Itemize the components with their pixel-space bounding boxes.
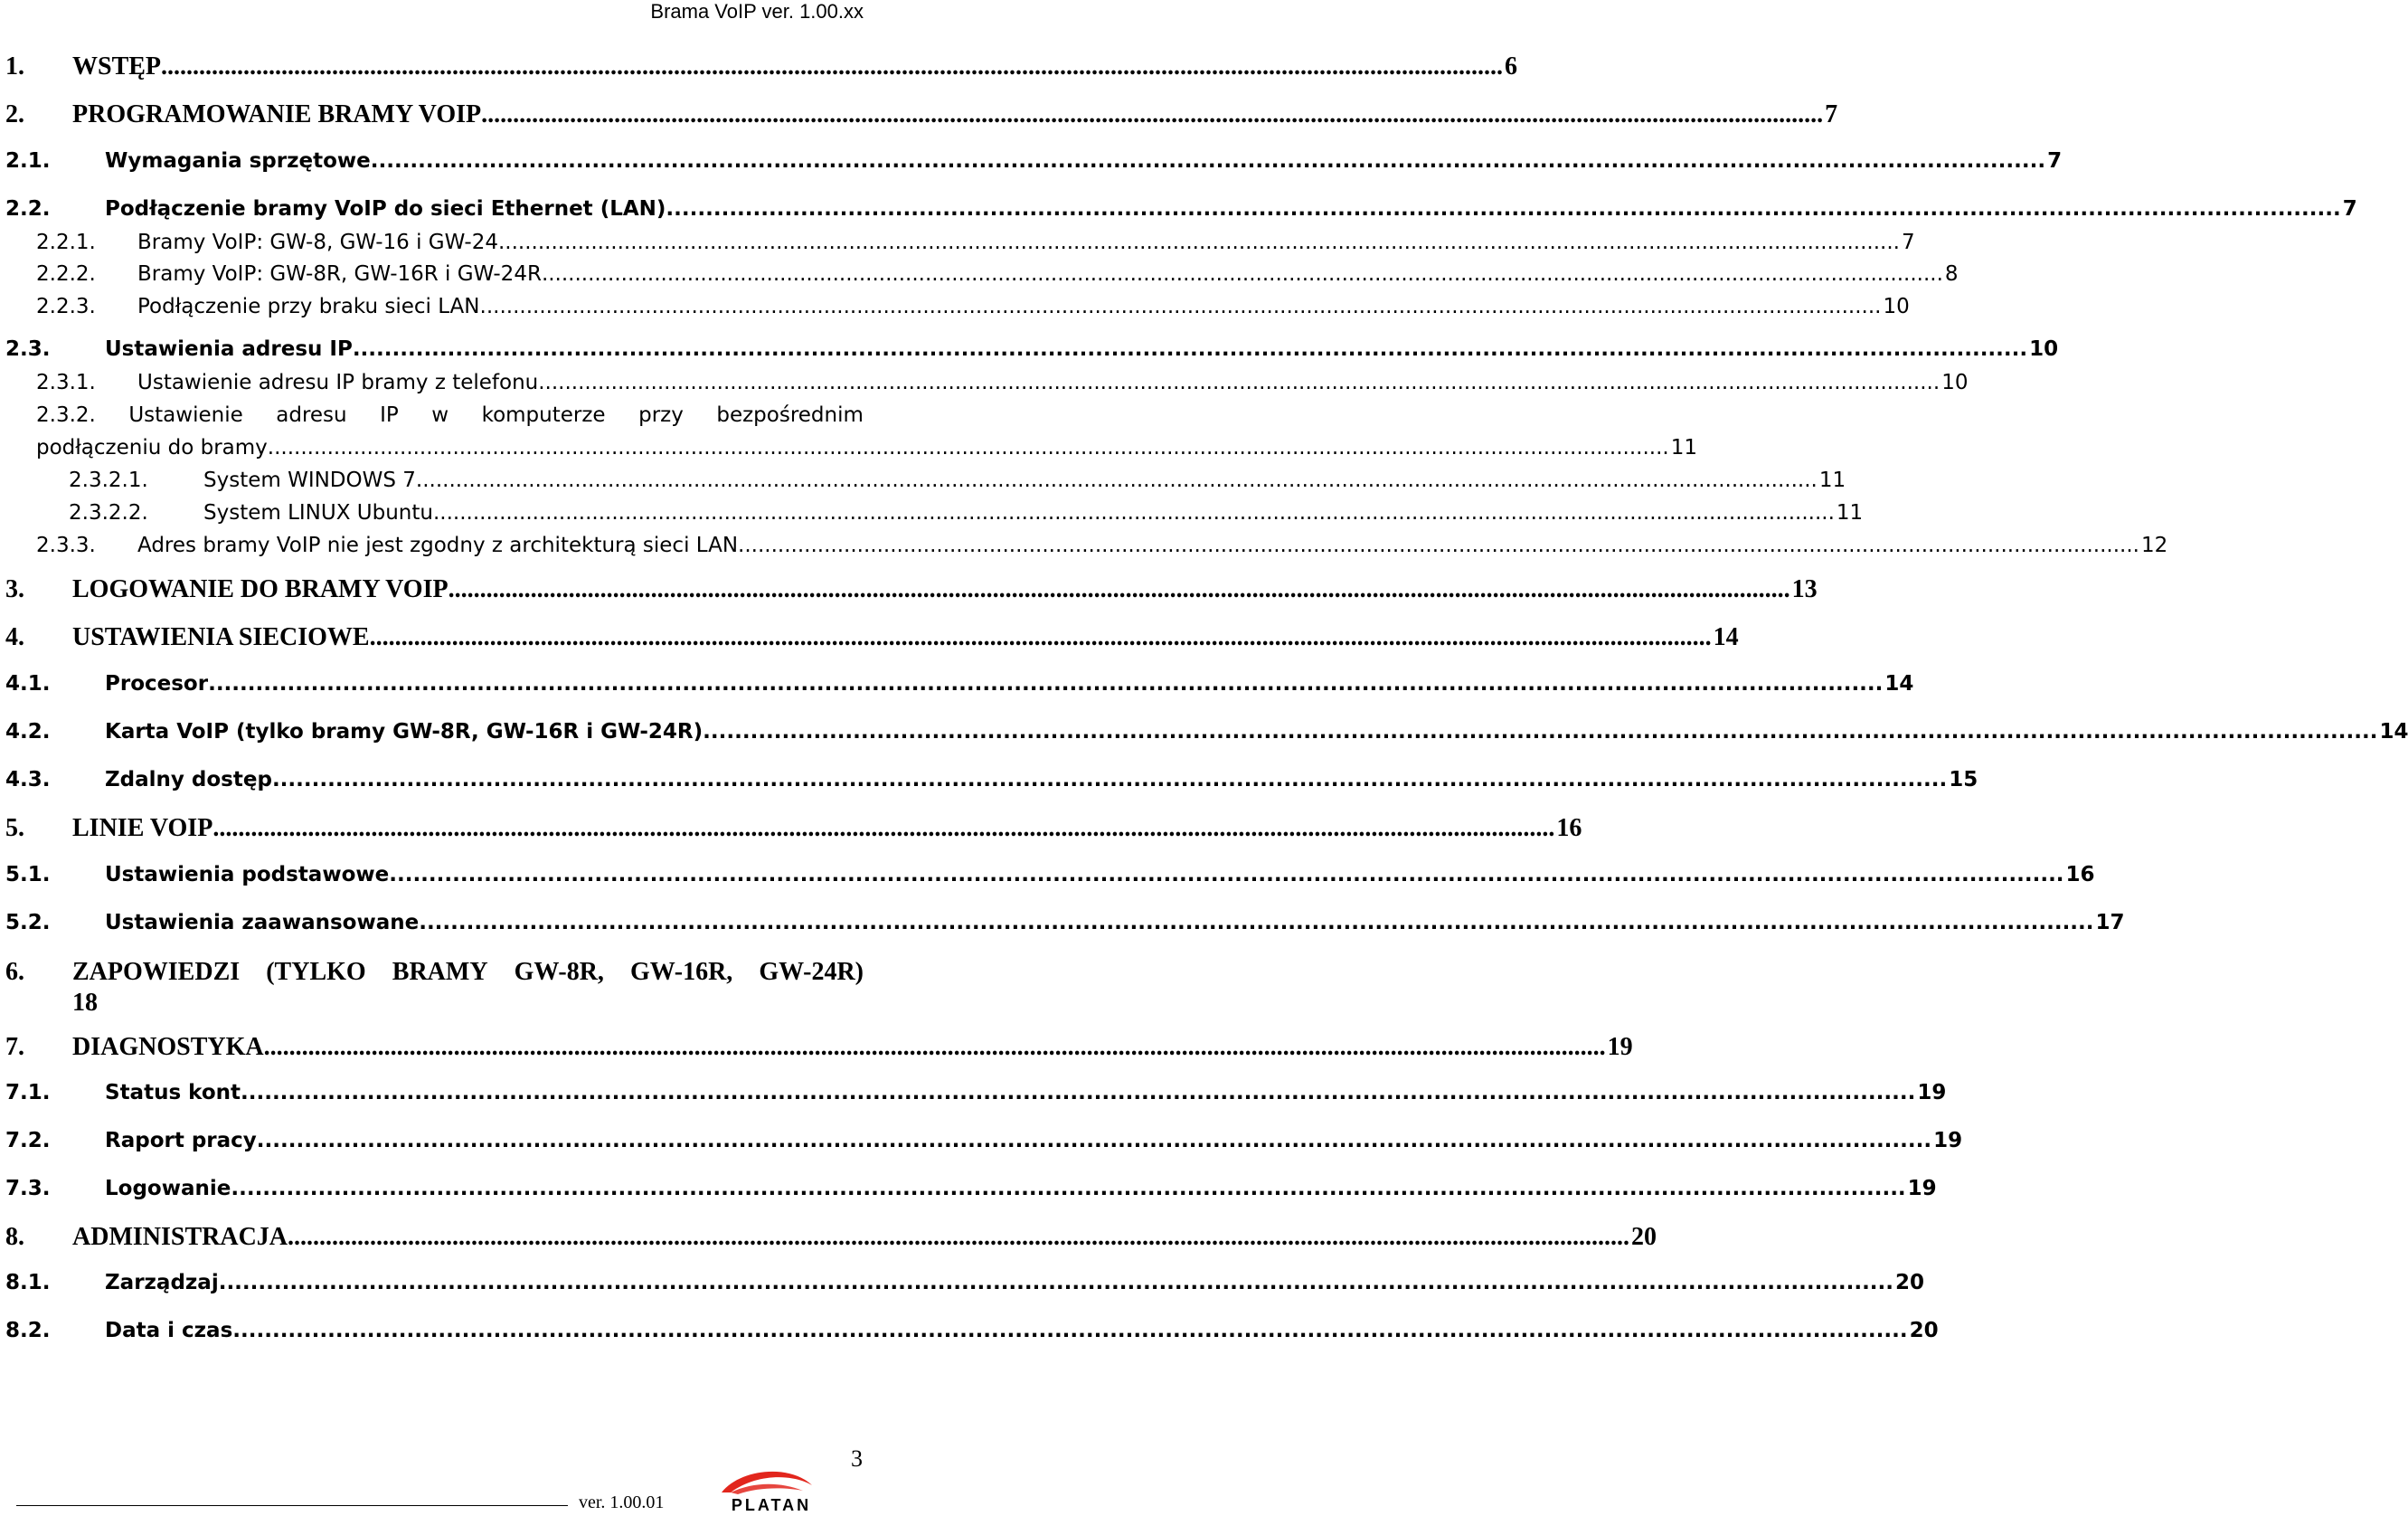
toc-leader: .................................................................................................................................................................................................................... [370, 149, 2046, 173]
toc-number: 2.3.1. [36, 371, 96, 394]
toc-page: 13 [1791, 575, 1818, 603]
toc-leader: .................................................................................................................................................................................................................... [263, 1033, 1606, 1061]
toc-title-word: adresu [276, 403, 347, 427]
toc-entry[interactable] [0, 371, 1969, 394]
toc-page: 19 [1607, 1033, 1633, 1061]
toc-title: Status kont [105, 1081, 241, 1104]
toc-number: 2.3.3. [36, 534, 96, 557]
toc-page: 16 [2065, 863, 2095, 886]
toc-leader: .................................................................................................................................................................................................................... [448, 575, 1790, 603]
toc-page: 10 [2029, 337, 2059, 361]
toc-entry[interactable] [0, 911, 2125, 934]
toc-leader: .................................................................................................................................................................................................................... [212, 814, 1555, 842]
toc-page: 7 [1825, 100, 1838, 128]
toc-leader: .................................................................................................................................................................................................................... [538, 371, 1941, 394]
toc-number: 5.1. [5, 863, 51, 886]
toc-entry[interactable] [0, 1081, 1947, 1104]
toc-page: 11 [1670, 436, 1698, 460]
toc-number: 7. [5, 1033, 24, 1061]
toc-number: 4.2. [5, 720, 51, 744]
toc-number: 2.2. [5, 197, 51, 221]
toc-title: System LINUX Ubuntu [203, 501, 433, 525]
toc-title: Ustawienia zaawansowane [105, 911, 420, 934]
toc-title: Data i czas [105, 1319, 233, 1342]
toc-number: 8. [5, 1223, 24, 1251]
toc-title: PROGRAMOWANIE BRAMY VOIP [72, 100, 482, 128]
toc-title: Podłączenie bramy VoIP do sieci Ethernet (LAN) [105, 197, 666, 221]
toc-leader: .................................................................................................................................................................................................................... [369, 623, 1712, 651]
toc-leader: .................................................................................................................................................................................................................... [389, 863, 2064, 886]
toc-number: 2.2.1. [36, 231, 96, 254]
toc-leader: .................................................................................................................................................................................................................... [498, 231, 1900, 254]
toc-leader: .................................................................................................................................................................................................................... [481, 100, 1824, 128]
toc-title-word: Ustawienie [128, 403, 243, 427]
platan-logo-text: PLATAN [731, 1496, 812, 1514]
toc-entry[interactable] [0, 720, 2408, 744]
toc-title: podłączeniu do bramy [36, 436, 268, 460]
toc-leader: .................................................................................................................................................................................................................... [479, 295, 1882, 318]
footer-version: ver. 1.00.01 [579, 1492, 665, 1512]
toc-leader: .................................................................................................................................................................................................................... [541, 262, 1943, 286]
toc-page: 20 [1895, 1271, 1925, 1294]
toc-page: 14 [1713, 623, 1739, 651]
toc-number: 8.1. [5, 1271, 51, 1294]
toc-title-word: BRAMY [392, 958, 488, 986]
toc-leader: .................................................................................................................................................................................................................... [352, 337, 2028, 361]
toc-page: 11 [1818, 469, 1846, 492]
toc-title-word: GW-24R) [759, 958, 864, 986]
toc-entry[interactable] [0, 295, 1910, 318]
toc-number: 2.2.2. [36, 262, 96, 286]
toc-leader: .................................................................................................................................................................................................................... [738, 534, 2139, 557]
toc-page: 8 [1944, 262, 1959, 286]
toc-entry[interactable] [0, 337, 2059, 361]
toc-number: 7.3. [5, 1177, 51, 1200]
toc-page: 14 [2379, 720, 2408, 744]
toc-page: 20 [1909, 1319, 1939, 1342]
toc-number: 6. [5, 958, 24, 986]
toc-title: Ustawienia adresu IP [105, 337, 353, 361]
toc-leader: .................................................................................................................................................................................................................... [232, 1319, 1908, 1342]
toc-page: 6 [1505, 52, 1518, 81]
toc-title: System WINDOWS 7 [203, 469, 416, 492]
toc-title-word: IP [380, 403, 399, 427]
toc-leader: .................................................................................................................................................................................................................... [703, 720, 2378, 744]
toc-title-word: (TYLKO [266, 958, 366, 986]
toc-page: 18 [72, 989, 98, 1017]
toc-number: 2.1. [5, 149, 51, 173]
toc-title: LINIE VOIP [72, 814, 213, 842]
toc-entry[interactable] [0, 1271, 1925, 1294]
toc-number: 5. [5, 814, 24, 842]
document-header: Brama VoIP ver. 1.00.xx [650, 0, 864, 23]
toc-entry[interactable] [0, 149, 2063, 173]
toc-title-word: komputerze [481, 403, 606, 427]
toc-number: 7.1. [5, 1081, 51, 1104]
page-number: 3 [851, 1445, 863, 1472]
toc-leader: .................................................................................................................................................................................................................... [415, 469, 1818, 492]
toc-title: Logowanie [105, 1177, 231, 1200]
toc-leader: .................................................................................................................................................................................................................... [271, 768, 1948, 791]
toc-entry[interactable] [0, 768, 1978, 791]
toc-entry[interactable] [0, 1177, 1937, 1200]
toc-page: 11 [1836, 501, 1864, 525]
toc-title: Adres bramy VoIP nie jest zgodny z architekturą sieci LAN [137, 534, 739, 557]
toc-number: 2.2.3. [36, 295, 96, 318]
toc-title-word: przy [638, 403, 684, 427]
toc-entry[interactable] [0, 52, 1518, 81]
toc-entry[interactable] [0, 814, 1582, 843]
toc-page: 7 [2047, 149, 2063, 173]
toc-entry[interactable] [0, 501, 1864, 525]
toc-entry[interactable] [0, 575, 1818, 604]
toc-title: USTAWIENIA SIECIOWE [72, 623, 370, 651]
toc-page: 7 [2342, 197, 2357, 221]
toc-entry[interactable] [0, 672, 1914, 696]
toc-entry-justified-line[interactable] [36, 403, 864, 427]
toc-page: 10 [1883, 295, 1910, 318]
toc-number: 2.3.2.2. [69, 501, 148, 525]
toc-page: 15 [1949, 768, 1978, 791]
toc-number: 2.3.2. [36, 403, 96, 427]
toc-leader: .................................................................................................................................................................................................................... [231, 1177, 1906, 1200]
toc-title-word: w [431, 403, 449, 427]
toc-title: Bramy VoIP: GW-8R, GW-16R i GW-24R [137, 262, 542, 286]
toc-title: WSTĘP [72, 52, 162, 81]
toc-title-word: bezpośrednim [716, 403, 864, 427]
toc-title-justified [72, 958, 864, 987]
toc-entry-continuation[interactable] [0, 436, 1698, 460]
toc-leader: .................................................................................................................................................................................................................... [267, 436, 1669, 460]
toc-title: Raport pracy [105, 1129, 257, 1152]
toc-leader: .................................................................................................................................................................................................................... [161, 52, 1504, 81]
toc-title: Procesor [105, 672, 209, 696]
toc-page: 14 [1884, 672, 1914, 696]
toc-title-word: GW-16R, [630, 958, 733, 986]
toc-number: 4. [5, 623, 24, 651]
toc-entry[interactable] [0, 1129, 1963, 1152]
toc-entry[interactable] [0, 863, 2095, 886]
toc-page: 19 [1933, 1129, 1963, 1152]
toc-number: 5.2. [5, 911, 51, 934]
toc-entry-continuation [0, 989, 868, 1018]
toc-entry[interactable] [0, 1033, 1633, 1062]
toc-number: 2. [5, 100, 24, 128]
toc-entry[interactable] [0, 100, 1838, 129]
toc-title: DIAGNOSTYKA [72, 1033, 264, 1061]
toc-page: 16 [1556, 814, 1582, 842]
toc-number: 8.2. [5, 1319, 51, 1342]
toc-leader: .................................................................................................................................................................................................................... [666, 197, 2341, 221]
toc-title: LOGOWANIE DO BRAMY VOIP [72, 575, 449, 603]
toc-entry[interactable] [0, 197, 2357, 221]
toc-title: Wymagania sprzętowe [105, 149, 371, 173]
toc-title-word: ZAPOWIEDZI [72, 958, 241, 986]
toc-title: Karta VoIP (tylko bramy GW-8R, GW-16R i GW-24R) [105, 720, 704, 744]
toc-title: Zarządzaj [105, 1271, 219, 1294]
toc-page: 20 [1631, 1223, 1657, 1251]
toc-leader: .................................................................................................................................................................................................................... [208, 672, 1884, 696]
toc-number: 7.2. [5, 1129, 51, 1152]
toc-number: 4.1. [5, 672, 51, 696]
toc-entry[interactable] [0, 469, 1846, 492]
footer-divider [16, 1505, 568, 1506]
toc-title: ADMINISTRACJA [72, 1223, 288, 1251]
toc-number: 1. [5, 52, 24, 81]
toc-entry[interactable] [0, 231, 1915, 254]
toc-page: 7 [1901, 231, 1915, 254]
toc-leader: .................................................................................................................................................................................................................... [241, 1081, 1916, 1104]
toc-number: 4.3. [5, 768, 51, 791]
toc-number: 2.3. [5, 337, 51, 361]
platan-logo [704, 1465, 839, 1514]
toc-page: 19 [1917, 1081, 1947, 1104]
toc-leader: .................................................................................................................................................................................................................... [419, 911, 2094, 934]
toc-title: Ustawienia podstawowe [105, 863, 390, 886]
toc-entry[interactable] [0, 1223, 1657, 1252]
toc-title: Podłączenie przy braku sieci LAN [137, 295, 480, 318]
toc-number: 2.3.2.1. [69, 469, 148, 492]
toc-number: 3. [5, 575, 24, 603]
toc-title: Bramy VoIP: GW-8, GW-16 i GW-24 [137, 231, 498, 254]
toc-entry[interactable] [0, 623, 1739, 652]
toc-page: 17 [2095, 911, 2125, 934]
toc-title: Ustawienie adresu IP bramy z telefonu [137, 371, 539, 394]
toc-entry[interactable] [0, 262, 1959, 286]
toc-page: 12 [2141, 534, 2168, 557]
toc-title-word: GW-8R, [514, 958, 604, 986]
toc-leader: .................................................................................................................................................................................................................... [256, 1129, 1932, 1152]
toc-page: 19 [1907, 1177, 1937, 1200]
toc-page: 10 [1941, 371, 1969, 394]
toc-leader: .................................................................................................................................................................................................................... [288, 1223, 1630, 1251]
toc-leader: .................................................................................................................................................................................................................... [218, 1271, 1894, 1294]
toc-entry[interactable] [0, 1319, 1939, 1342]
toc-entry[interactable] [0, 534, 2168, 557]
toc-title: Zdalny dostęp [105, 768, 272, 791]
toc-leader: .................................................................................................................................................................................................................... [432, 501, 1835, 525]
